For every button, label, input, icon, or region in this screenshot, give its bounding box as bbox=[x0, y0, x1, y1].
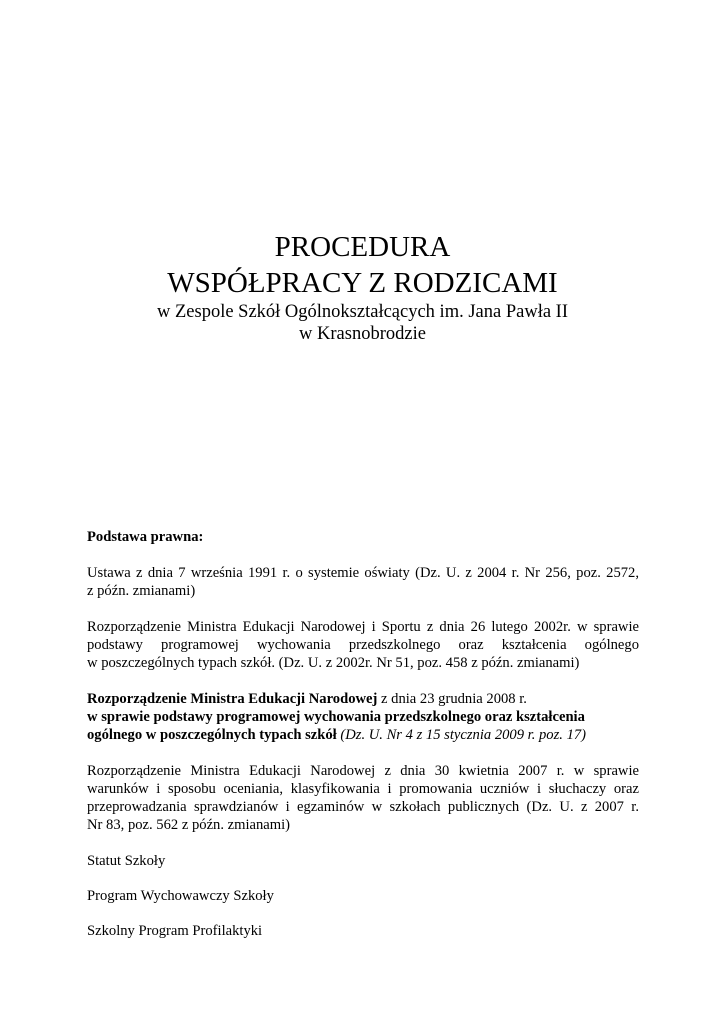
school-prevention-program: Szkolny Program Profilaktyki bbox=[87, 923, 263, 939]
school-name: w Zespole Szkół Ogólnokształcących im. Jana Pawła II bbox=[157, 302, 568, 322]
legal-act-4-line-4: Nr 83, poz. 562 z późn. zmianami) bbox=[87, 817, 291, 833]
legal-basis-heading: Podstawa prawna: bbox=[87, 529, 204, 545]
school-educational-program: Program Wychowawczy Szkoły bbox=[87, 888, 274, 904]
legal-act-1-line-1: Ustawa z dnia 7 września 1991 r. o systemie oświaty (Dz. U. z 2004 r. Nr 256, poz. 2572, bbox=[87, 565, 639, 581]
legal-act-2-line-1: Rozporządzenie Ministra Edukacji Narodowej i Sportu z dnia 26 lutego 2002r. w sprawie bbox=[87, 619, 639, 635]
legal-act-3-citation: (Dz. U. Nr 4 z 15 stycznia 2009 r. poz. 17) bbox=[336, 727, 587, 743]
legal-act-3-line-2: w sprawie podstawy programowej wychowania przedszkolnego oraz kształcenia bbox=[87, 709, 585, 725]
legal-act-1 bbox=[87, 564, 639, 600]
legal-act-4 bbox=[87, 762, 639, 834]
legal-act-2 bbox=[87, 618, 639, 672]
legal-act-4-line-3: przeprowadzania sprawdzianów i egzaminów w szkołach publicznych (Dz. U. z 2007 r. bbox=[87, 799, 639, 815]
school-location: w Krasnobrodzie bbox=[299, 324, 426, 344]
legal-act-3-bold-subject: ogólnego w poszczególnych typach szkół bbox=[87, 727, 337, 743]
school-statute: Statut Szkoły bbox=[87, 853, 166, 869]
legal-act-4-line-2: warunków i sposobu oceniania, klasyfikowania i promowania uczniów i słuchaczy oraz bbox=[87, 781, 639, 797]
legal-act-2-line-3: w poszczególnych typach szkół. (Dz. U. z 2002r. Nr 51, poz. 458 z późn. zmianami) bbox=[87, 655, 580, 671]
legal-basis-section bbox=[87, 528, 639, 957]
document-title-line-2: WSPÓŁPRACY Z RODZICAMI bbox=[167, 267, 558, 299]
legal-act-3-line-1 bbox=[87, 690, 639, 708]
legal-act-3-bold-title: Rozporządzenie Ministra Edukacji Narodowej bbox=[87, 691, 378, 707]
document-title-line-1: PROCEDURA bbox=[274, 231, 451, 263]
legal-act-3 bbox=[87, 690, 639, 744]
title-block bbox=[0, 229, 725, 345]
legal-act-3-line-3 bbox=[87, 726, 639, 744]
legal-act-2-line-2: podstawy programowej wychowania przedszkolnego oraz kształcenia ogólnego bbox=[87, 637, 639, 653]
legal-act-3-date: z dnia 23 grudnia 2008 r. bbox=[377, 691, 527, 707]
legal-act-1-line-2: z późn. zmianami) bbox=[87, 583, 196, 599]
legal-act-4-line-1: Rozporządzenie Ministra Edukacji Narodowej z dnia 30 kwietnia 2007 r. w sprawie bbox=[87, 763, 639, 779]
